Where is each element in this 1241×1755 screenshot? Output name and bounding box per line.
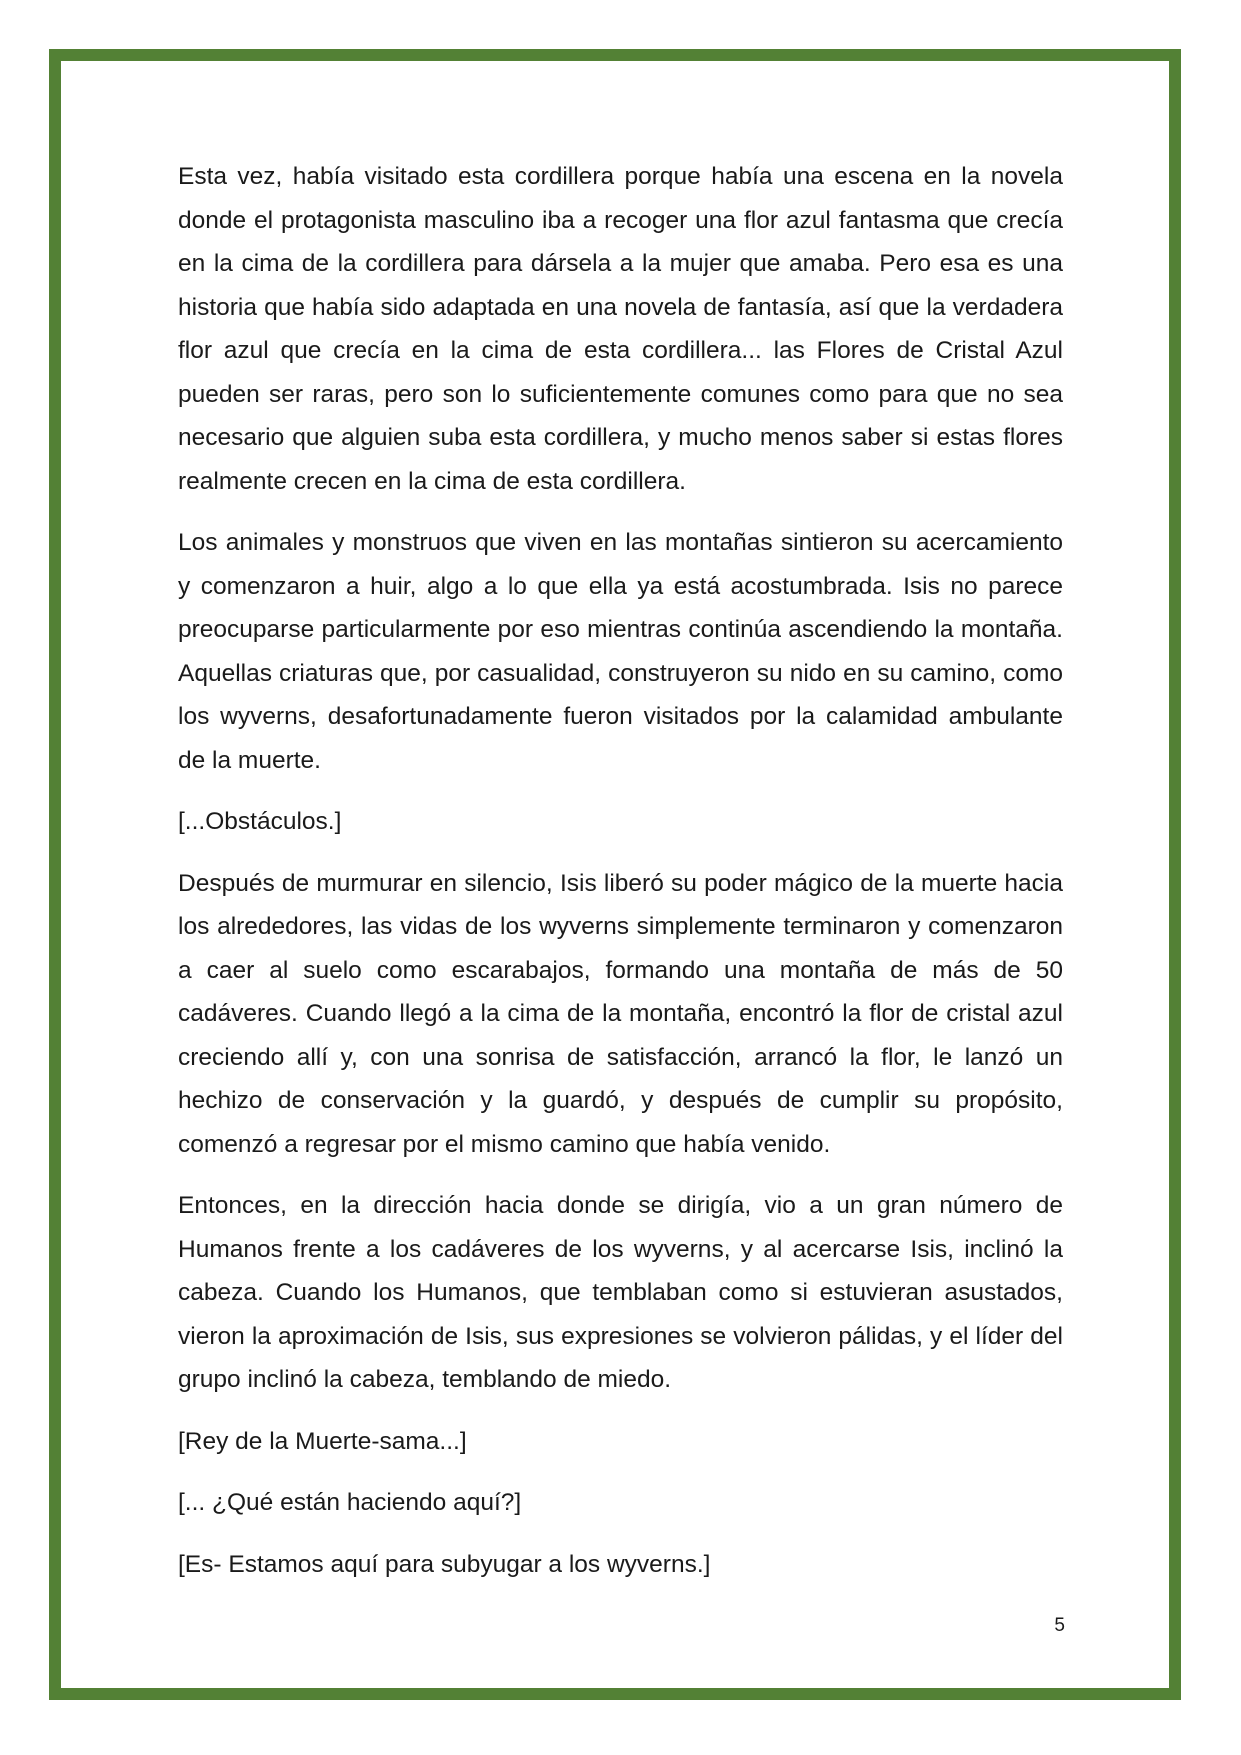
paragraph: [Es- Estamos aquí para subyugar a los wyverns.]	[178, 1550, 711, 1578]
paragraph: Esta vez, había visitado esta cordillera porque había una escena en la novela donde el protagonista masculino iba a recoger una flor azul fantasma que crecía en la cima de la cordillera para dársela a la mujer que amaba. Pero esa es una historia que había sido adaptada en una novela de fantasía, así que la verdadera flor azul que crecía en la cima de esta cordillera... las Flores de Cristal Azul pueden ser raras, pero son lo suficientemente comunes como para que no sea necesario que alguien suba esta cordillera, y mucho menos saber si estas flores realmente crecen en la cima de esta cordillera.	[178, 163, 1063, 495]
paragraph: [... ¿Qué están haciendo aquí?]	[178, 1489, 522, 1516]
paragraph: Entonces, en la dirección hacia donde se dirigía, vio a un gran número de Humanos frente a los cadáveres de los wyverns, y al acercarse Isis, inclinó la cabeza. Cuando los Humanos, que temblaban como si estuvieran asustados, vieron la aproximación de Isis, sus expresiones se volvieron pálidas, y el líder del grupo inclinó la cabeza, temblando de miedo.	[178, 1192, 1063, 1393]
paragraph: Después de murmurar en silencio, Isis liberó su poder mágico de la muerte hacia los alrededores, las vidas de los wyverns simplemente terminaron y comenzaron a caer al suelo como escarabajos, formando una montaña de más de 50 cadáveres. Cuando llegó a la cima de la montaña, encontró la flor de cristal azul creciendo allí y, con una sonrisa de satisfacción, arrancó la flor, le lanzó un hechizo de conservación y la guardó, y después de cumplir su propósito, comenzó a regresar por el mismo camino que había venido.	[178, 869, 1063, 1158]
paragraph: Los animales y monstruos que viven en las montañas sintieron su acercamiento y comenzaron a huir, algo a lo que ella ya está acostumbrada. Isis no parece preocuparse particularmente por eso mientras continúa ascendiendo la montaña. Aquellas criaturas que, por casualidad, construyeron su nido en su camino, como los wyverns, desafortunadamente fueron visitados por la calamidad ambulante de la muerte.	[178, 529, 1063, 774]
paragraph: [...Obstáculos.]	[178, 808, 342, 835]
page-body	[178, 155, 1063, 1604]
page-number: 5	[1054, 1615, 1065, 1636]
paragraph: [Rey de la Muerte-sama...]	[178, 1427, 467, 1455]
